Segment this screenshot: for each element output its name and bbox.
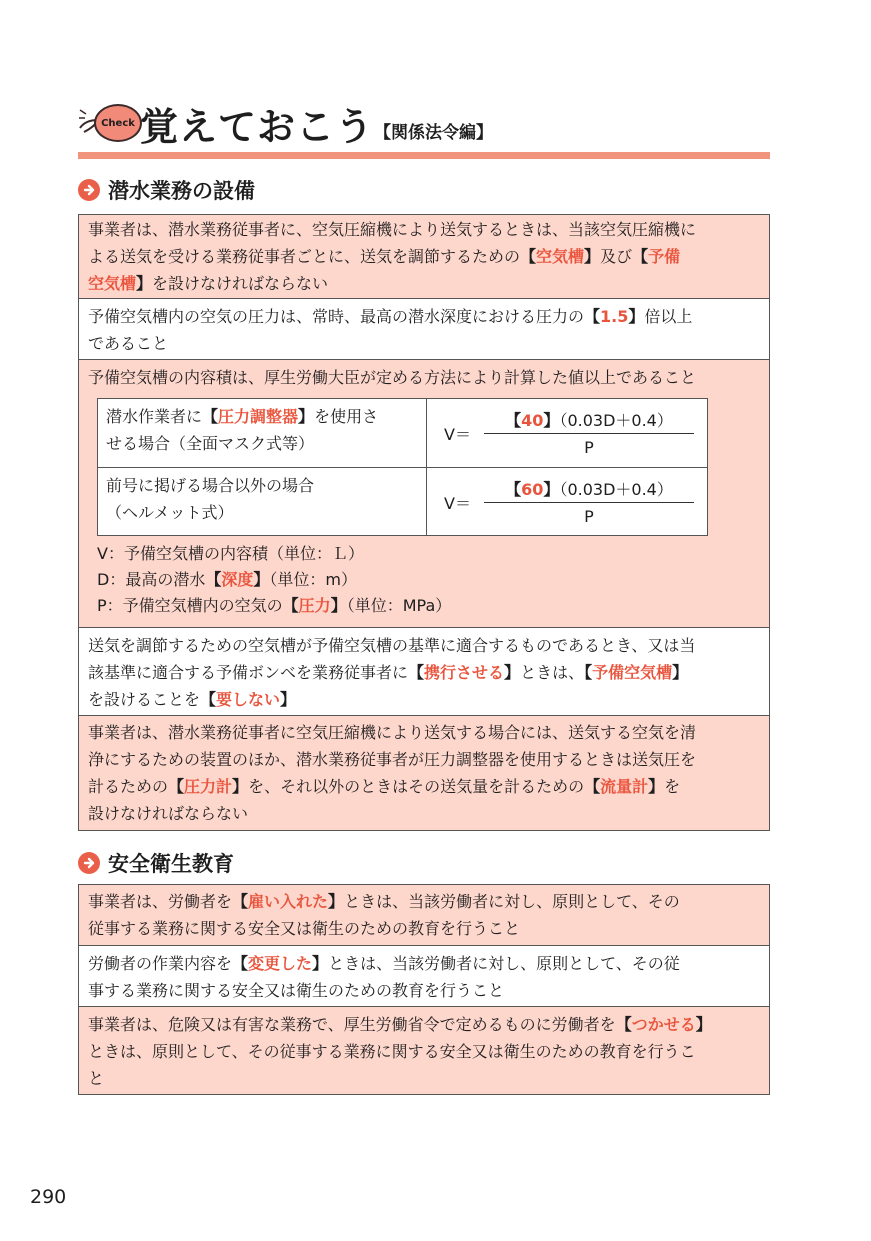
- bracket-close: 】: [253, 570, 270, 589]
- text-line: と: [88, 1069, 105, 1088]
- text-line: 事業者は、潜水業務従事者に、空気圧縮機により送気するときは、当該空気圧縮機に: [88, 220, 697, 239]
- bracket-open: 【: [200, 690, 217, 709]
- bracket-close: 】: [328, 892, 345, 911]
- text: よる送気を受ける業務従事者ごとに、送気を調節するための: [88, 247, 521, 266]
- text: （単位：m）: [269, 570, 357, 589]
- legend-line: [97, 567, 451, 593]
- formula-numerator: [488, 407, 690, 434]
- keyword-answer: 60: [521, 480, 544, 499]
- bracket-open: 【: [202, 407, 219, 426]
- bracket-close: 】: [543, 411, 560, 430]
- text: （単位：MPa）: [346, 596, 452, 615]
- text: 事業者は、労働者を: [88, 892, 233, 911]
- text: 予備空気槽内の空気の圧力は、常時、最高の潜水深度における圧力の: [88, 307, 585, 326]
- keyword-answer: 流量計: [600, 777, 649, 796]
- section-heading-text: 安全衛生教育: [108, 852, 234, 876]
- text-line: 従事する業務に関する安全又は衛生のための教育を行うこと: [88, 919, 521, 938]
- text: を設けなければならない: [152, 274, 329, 293]
- keyword-answer: 40: [521, 411, 544, 430]
- text-line: [88, 270, 761, 297]
- keyword-answer: 1.5: [600, 307, 629, 326]
- bracket-close: 】: [330, 596, 347, 615]
- bracket-open: 【: [584, 777, 601, 796]
- bracket-close: 】: [136, 274, 153, 293]
- rule-box-tank-volume: [78, 359, 770, 628]
- text: 該基準に適合する予備ボンベを業務従事者に: [88, 663, 409, 682]
- table-cell-formula: [428, 468, 707, 536]
- legend-line: [97, 593, 451, 619]
- bracket-open: 【: [632, 247, 649, 266]
- text: （0.03D＋0.4）: [559, 480, 673, 499]
- rule-box-spare-cylinder: [78, 627, 770, 716]
- text: 潜水作業者に: [106, 407, 203, 426]
- bracket-open: 【: [505, 411, 522, 430]
- text-line: 事する業務に関する安全又は衛生のための教育を行うこと: [88, 981, 505, 1000]
- text: ときは、当該労働者に対し、原則として、その: [344, 892, 680, 911]
- keyword-answer: つかせる: [631, 1015, 696, 1034]
- text-line: 浄にするための装置のほか、潜水業務従事者が圧力調整器を使用するときは送気圧を: [88, 750, 697, 769]
- text: 労働者の作業内容を: [88, 954, 233, 973]
- text: を、それ以外のときはその送気量を計るための: [248, 777, 585, 796]
- text: 計るための: [88, 777, 169, 796]
- formula-denominator: P: [584, 507, 594, 526]
- header-rule: [78, 152, 770, 159]
- text-line: 前号に掲げる場合以外の場合: [106, 476, 315, 495]
- rule-box-job-change-education: [78, 945, 770, 1007]
- bracket-close: 】: [672, 663, 689, 682]
- table-cell-condition: [98, 468, 427, 536]
- text-line: [88, 950, 761, 977]
- bracket-close: 】: [280, 690, 297, 709]
- bracket-open: 【: [584, 307, 601, 326]
- text-line: [88, 888, 761, 915]
- text: P：予備空気槽内の空気の: [97, 596, 283, 615]
- section-heading-text: 潜水業務の設備: [108, 179, 255, 203]
- bracket-open: 【: [520, 247, 537, 266]
- keyword-answer: 要しない: [216, 690, 281, 709]
- text-line: [88, 1011, 761, 1038]
- text: 事業者は、危険又は有害な業務で、厚生労働省令で定めるものに労働者を: [88, 1015, 616, 1034]
- bracket-open: 【: [232, 954, 249, 973]
- arrow-right-icon: [78, 852, 100, 874]
- bracket-close: 】: [695, 1015, 712, 1034]
- bracket-open: 【: [232, 892, 249, 911]
- keyword-answer: 空気槽: [536, 247, 585, 266]
- formula-lhs: V＝: [444, 494, 471, 513]
- rule-box-hiring-education: [78, 884, 770, 946]
- arrow-right-icon: [78, 179, 100, 201]
- formula-legend: [97, 541, 451, 619]
- check-badge-label: Check: [101, 117, 135, 129]
- text: を: [664, 777, 681, 796]
- text: 倍以上: [644, 307, 693, 326]
- check-badge-icon: [94, 104, 142, 142]
- text-line: [88, 243, 761, 270]
- keyword-answer: 予備空気槽: [592, 663, 673, 682]
- bracket-open: 【: [408, 663, 425, 682]
- section-heading-safety-education: [78, 848, 234, 878]
- text: を設けることを: [88, 690, 201, 709]
- keyword-answer: 雇い入れた: [248, 892, 329, 911]
- bracket-close: 】: [312, 954, 329, 973]
- bracket-open: 【: [584, 663, 593, 682]
- text-line: （ヘルメット式）: [106, 503, 234, 522]
- text: 及び: [600, 247, 633, 266]
- table-cell-formula: [428, 399, 707, 467]
- text-line: [88, 303, 761, 330]
- rule-box-gauges: [78, 715, 770, 831]
- keyword-answer: 空気槽: [88, 274, 137, 293]
- keyword-answer: 携行させる: [424, 663, 505, 682]
- text-line: 予備空気槽の内容積は、厚生労働大臣が定める方法により計算した値以上であること: [88, 368, 697, 387]
- rule-box-hazardous-work-education: [78, 1006, 770, 1095]
- text-line: 送気を調節するための空気槽が予備空気槽の基準に適合するものであるとき、又は当: [88, 636, 696, 655]
- formula-lhs: V＝: [444, 425, 471, 444]
- table-row: [98, 468, 707, 536]
- keyword-answer: 変更した: [248, 954, 313, 973]
- bracket-close: 】: [543, 480, 560, 499]
- text-line: [88, 659, 761, 686]
- text-line: せる場合（全面マスク式等）: [106, 434, 315, 453]
- rule-box-air-tank: [78, 214, 770, 299]
- bracket-close: 】: [504, 663, 521, 682]
- keyword-answer: 圧力計: [184, 777, 233, 796]
- table-cell-condition: [98, 399, 427, 467]
- page-subtitle: 【関係法令編】: [374, 123, 493, 143]
- bracket-close: 】: [584, 247, 601, 266]
- bracket-close: 】: [648, 777, 665, 796]
- text-line: であること: [88, 334, 169, 353]
- keyword-answer: 深度: [221, 570, 254, 589]
- text-line: 設けなければならない: [88, 804, 249, 823]
- formula-numerator: [488, 476, 690, 503]
- table-row: [98, 399, 707, 468]
- formula-denominator: P: [584, 438, 594, 457]
- text-line: ときは、原則として、その従事する業務に関する安全又は衛生のための教育を行うこ: [88, 1042, 696, 1061]
- bracket-close: 】: [298, 407, 315, 426]
- legend-line: V：予備空気槽の内容積（単位：Ｌ）: [97, 544, 364, 563]
- text-line: [106, 403, 418, 430]
- text-line: 事業者は、潜水業務従事者に空気圧縮機により送気する場合には、送気する空気を清: [88, 723, 697, 742]
- bracket-close: 】: [628, 307, 645, 326]
- page-number: 290: [30, 1186, 67, 1208]
- bracket-open: 【: [168, 777, 185, 796]
- text: を使用さ: [314, 407, 379, 426]
- text: ときは、: [520, 663, 585, 682]
- page-header: [78, 98, 770, 160]
- keyword-answer: 圧力調整器: [218, 407, 299, 426]
- page-title: 覚えておこう: [140, 105, 375, 149]
- bracket-open: 【: [205, 570, 222, 589]
- bracket-open: 【: [505, 480, 522, 499]
- bracket-close: 】: [232, 777, 249, 796]
- bracket-open: 【: [282, 596, 299, 615]
- text-line: [88, 686, 761, 713]
- keyword-answer: 圧力: [298, 596, 331, 615]
- section-heading-diving-equipment: [78, 175, 255, 205]
- text: ときは、当該労働者に対し、原則として、その従: [328, 954, 680, 973]
- text: D：最高の潜水: [97, 570, 206, 589]
- formula-table: [97, 398, 708, 536]
- bracket-open: 【: [615, 1015, 632, 1034]
- keyword-answer: 予備: [648, 247, 681, 266]
- text-line: [88, 773, 761, 800]
- text: （0.03D＋0.4）: [559, 411, 673, 430]
- rule-box-tank-pressure: [78, 298, 770, 360]
